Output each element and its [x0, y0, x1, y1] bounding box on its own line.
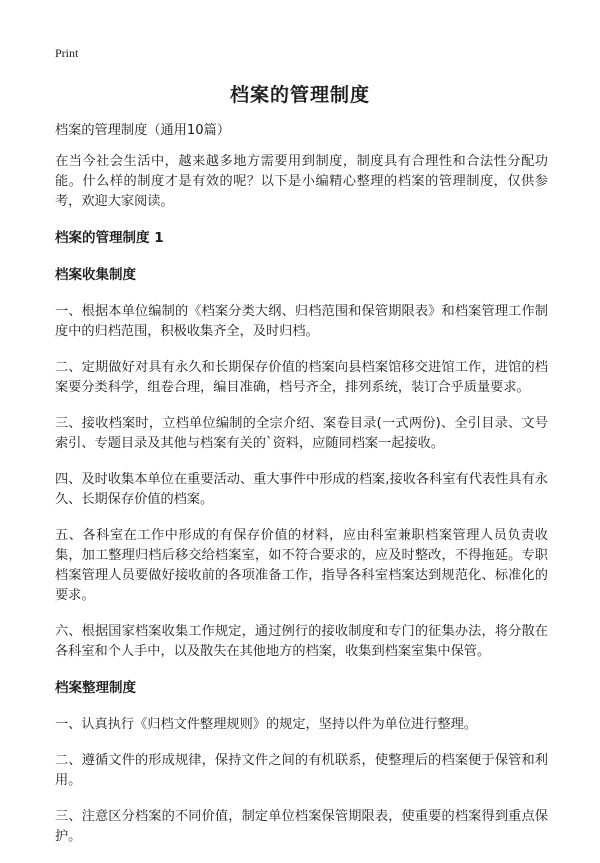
intro-paragraph: 在当今社会生活中，越来越多地方需要用到制度，制度具有合理性和合法性分配功能。什么样的制度才是有效的呢？以下是小编精心整理的档案的管理制度，仅供参考，欢迎大家阅读。 — [55, 154, 548, 209]
article-body — [55, 121, 548, 863]
part-heading: 档案的管理制度 1 — [55, 230, 164, 246]
print-link[interactable]: Print — [55, 46, 79, 60]
collection-paragraph: 一、根据本单位编制的《档案分类大纲、归档范围和保管期限表》和档案管理工作制度中的归档范围，积极收集齐全，及时归档。 — [55, 304, 548, 339]
section-heading-collection: 档案收集制度 — [55, 267, 136, 283]
arrangement-paragraph: 三、注意区分档案的不同价值，制定单位档案保管期限表，使重要的档案得到重点保护。 — [55, 809, 548, 844]
arrangement-paragraph: 二、遵循文件的形成规律，保持文件之间的有机联系，使整理后的档案便于保管和利用。 — [55, 753, 548, 788]
arrangement-paragraph: 一、认真执行《归档文件整理规则》的规定，坚持以件为单位进行整理。 — [55, 717, 477, 732]
collection-paragraph: 五、各科室在工作中形成的有保存价值的材料，应由科室兼职档案管理人员负责收集，加工整理归档后移交给档案室，如不符合要求的，应及时整改，不得拖延。专职档案管理人员要做好接收前的各项准备工作，指导各科室档案达到规范化、标准化的要求。 — [55, 528, 548, 603]
collection-paragraph: 六、根据国家档案收集工作规定，通过例行的接收制度和专门的征集办法，将分散在各科室和个人手中，以及散失在其他地方的档案，收集到档案室集中保管。 — [55, 624, 548, 659]
page-title: 档案的管理制度 — [229, 84, 370, 106]
collection-paragraph: 三、接收档案时，立档单位编制的全宗介绍、案卷目录(一式两份)、全引目录、文号索引、专题目录及其他与档案有关的`资料，应随同档案一起接收。 — [55, 416, 548, 451]
section-heading-arrangement: 档案整理制度 — [55, 680, 136, 696]
collection-paragraph: 二、定期做好对具有永久和长期保存价值的档案向县档案馆移交进馆工作，进馆的档案要分类科学，组卷合理，编目准确，档号齐全，排列系统，装订合乎质量要求。 — [55, 360, 548, 395]
article-subtitle: 档案的管理制度（通用10篇） — [55, 123, 231, 138]
collection-paragraph: 四、及时收集本单位在重要活动、重大事件中形成的档案,接收各科室有代表性具有永久、长期保存价值的档案。 — [55, 472, 548, 507]
